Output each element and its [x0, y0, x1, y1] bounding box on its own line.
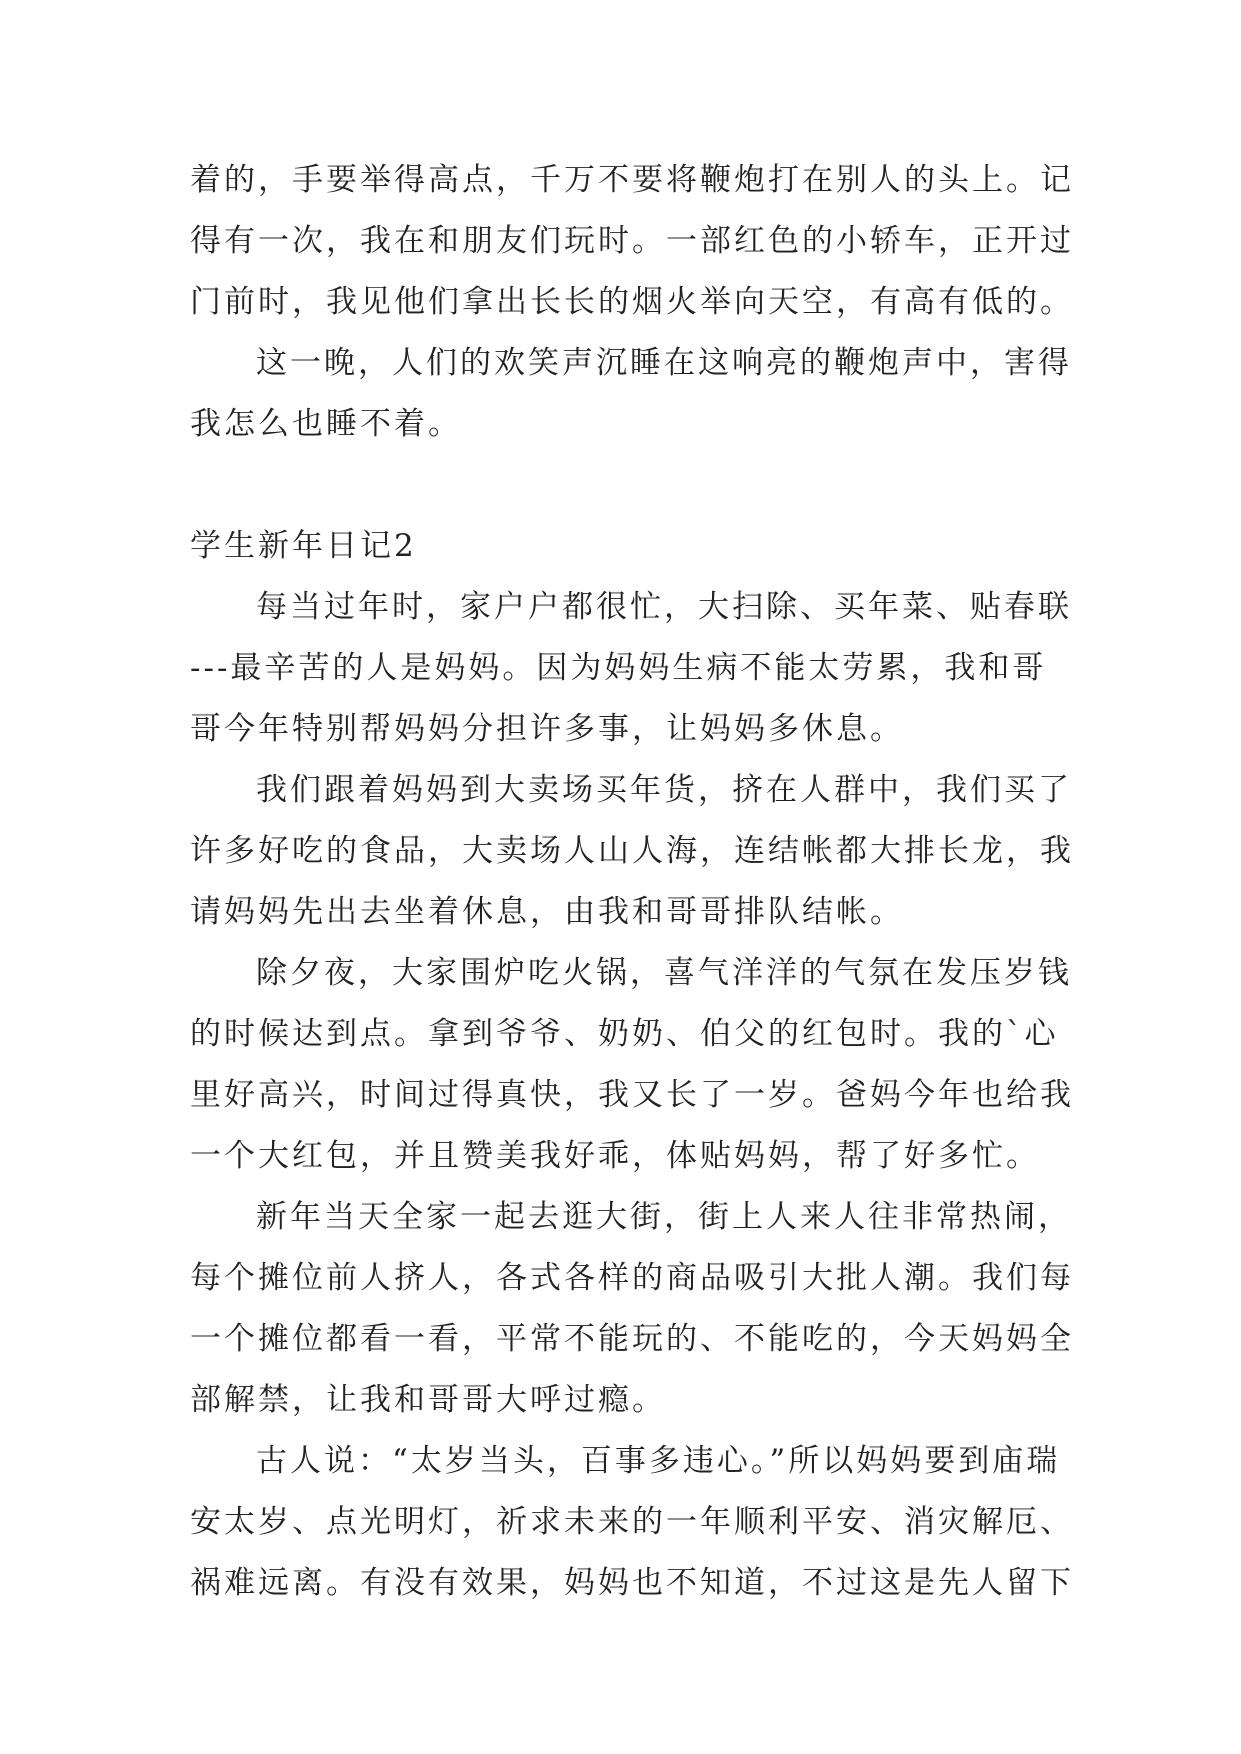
text-line: 里好高兴，时间过得真快，我又长了一岁。爸妈今年也给我 [190, 1077, 1074, 1113]
text-line: 许多好吃的食品，大卖场人山人海，连结帐都大排长龙，我 [190, 833, 1074, 869]
paragraph-5 [190, 1431, 1080, 1614]
text-line: 我怎么也睡不着。 [190, 406, 462, 442]
paragraph-3 [190, 943, 1080, 1187]
text-line: 哥今年特别帮妈妈分担许多事，让妈妈多休息。 [190, 711, 904, 747]
text-line: 部解禁，让我和哥哥大呼过瘾。 [190, 1382, 666, 1418]
paragraph-gap [190, 455, 1080, 516]
intro-paragraph [190, 150, 1080, 333]
paragraph-4 [190, 1187, 1080, 1431]
text-line: 一个摊位都看一看，平常不能玩的、不能吃的，今天妈妈全 [190, 1321, 1074, 1357]
text-line: 每当过年时，家户户都很忙，大扫除、买年菜、贴春联 [256, 589, 1072, 625]
text-line: 的时候达到点。拿到爷爷、奶奶、伯父的红包时。我的`心 [190, 1016, 1059, 1052]
text-line: 请妈妈先出去坐着休息，由我和哥哥排队结帐。 [190, 894, 904, 930]
paragraph-2 [190, 760, 1080, 943]
text-line: 我们跟着妈妈到大卖场买年货，挤在人群中，我们买了 [256, 772, 1072, 808]
text-line: 新年当天全家一起去逛大街，街上人来人往非常热闹， [256, 1199, 1072, 1235]
text-line: 祸难远离。有没有效果，妈妈也不知道，不过这是先人留下 [190, 1565, 1074, 1601]
text-line: 一个大红包，并且赞美我好乖，体贴妈妈，帮了好多忙。 [190, 1138, 1040, 1174]
text-line: 得有一次，我在和朋友们玩时。一部红色的小轿车，正开过 [190, 223, 1074, 259]
text-line: 除夕夜，大家围炉吃火锅，喜气洋洋的气氛在发压岁钱 [256, 955, 1072, 991]
text-line: 每个摊位前人挤人，各式各样的商品吸引大批人潮。我们每 [190, 1260, 1074, 1296]
text-line: 这一晚，人们的欢笑声沉睡在这响亮的鞭炮声中，害得 [256, 345, 1072, 381]
text-line: 安太岁、点光明灯，祈求未来的一年顺利平安、消灾解厄、 [190, 1504, 1074, 1540]
section-title: 学生新年日记2 [190, 528, 417, 564]
text-line: 着的，手要举得高点，千万不要将鞭炮打在别人的头上。记 [190, 162, 1074, 198]
text-line: 门前时，我见他们拿出长长的烟火举向天空，有高有低的。 [190, 284, 1074, 320]
document-page [190, 150, 1080, 1614]
closing-paragraph [190, 333, 1080, 455]
text-line: ---最辛苦的人是妈妈。因为妈妈生病不能太劳累，我和哥 [190, 650, 1047, 686]
text-line: 古人说：“太岁当头，百事多违心。”所以妈妈要到庙瑞 [256, 1443, 1061, 1479]
paragraph-1 [190, 577, 1080, 760]
